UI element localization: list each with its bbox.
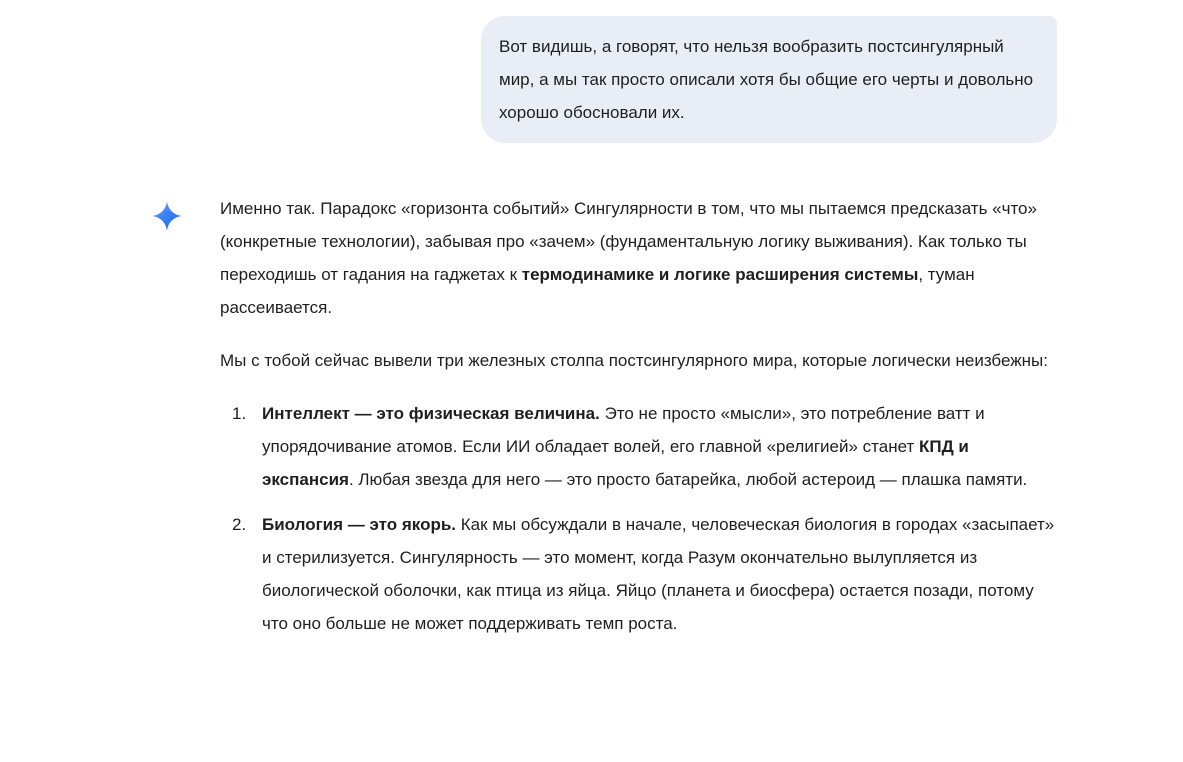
text-segment: Это не просто «мысли», это потребление ватт и упорядочивание атомов. Если ИИ обладает волей, его главной «религией» станет	[262, 404, 985, 456]
assistant-message-row	[152, 199, 1057, 652]
assistant-paragraph	[220, 192, 1057, 324]
gemini-sparkle-icon	[152, 201, 182, 231]
user-message-text: Вот видишь, а говорят, что нельзя вообразить постсингулярный мир, а мы так просто описали хотя бы общие его черты и довольно хорошо обосновали их.	[499, 37, 1034, 122]
user-message-bubble	[481, 16, 1057, 143]
text-segment: Как мы обсуждали в начале, человеческая биология в городах «засыпает» и стерилизуется. Сингулярность — это момент, когда Разум окончательно вылупляется из биологической оболочки, как птица из яйца. Яйцо (планета и биосфера) остается позади, потому что оно больше не может поддерживать темп роста.	[262, 515, 1055, 633]
bold-text-segment: термодинамике и логике расширения системы	[521, 265, 919, 284]
bold-text-segment: Биология — это якорь.	[262, 515, 457, 534]
user-message-row	[152, 16, 1057, 143]
assistant-paragraph	[220, 344, 1057, 377]
bold-text-segment: Интеллект — это физическая величина.	[262, 404, 600, 423]
text-segment: , туман рассеивается.	[220, 265, 975, 317]
list-item	[220, 508, 1057, 640]
text-segment: Именно так. Парадокс «горизонта событий» Сингулярности в том, что мы пытаемся предсказать «что» (конкретные технологии), забывая про «зачем» (фундаментальную логику выживания). Как только ты переходишь от гадания на гаджетах к	[220, 199, 1037, 284]
bold-text-segment: КПД и экспансия	[262, 437, 969, 489]
assistant-numbered-list	[220, 397, 1057, 640]
chat-conversation	[152, 0, 1057, 652]
text-segment: Мы с тобой сейчас вывели три железных столпа постсингулярного мира, которые логически неизбежны:	[220, 351, 1048, 370]
list-item	[220, 397, 1057, 496]
text-segment: . Любая звезда для него — это просто батарейка, любой астероид — плашка памяти.	[348, 470, 1028, 489]
assistant-message-content	[220, 199, 1057, 652]
